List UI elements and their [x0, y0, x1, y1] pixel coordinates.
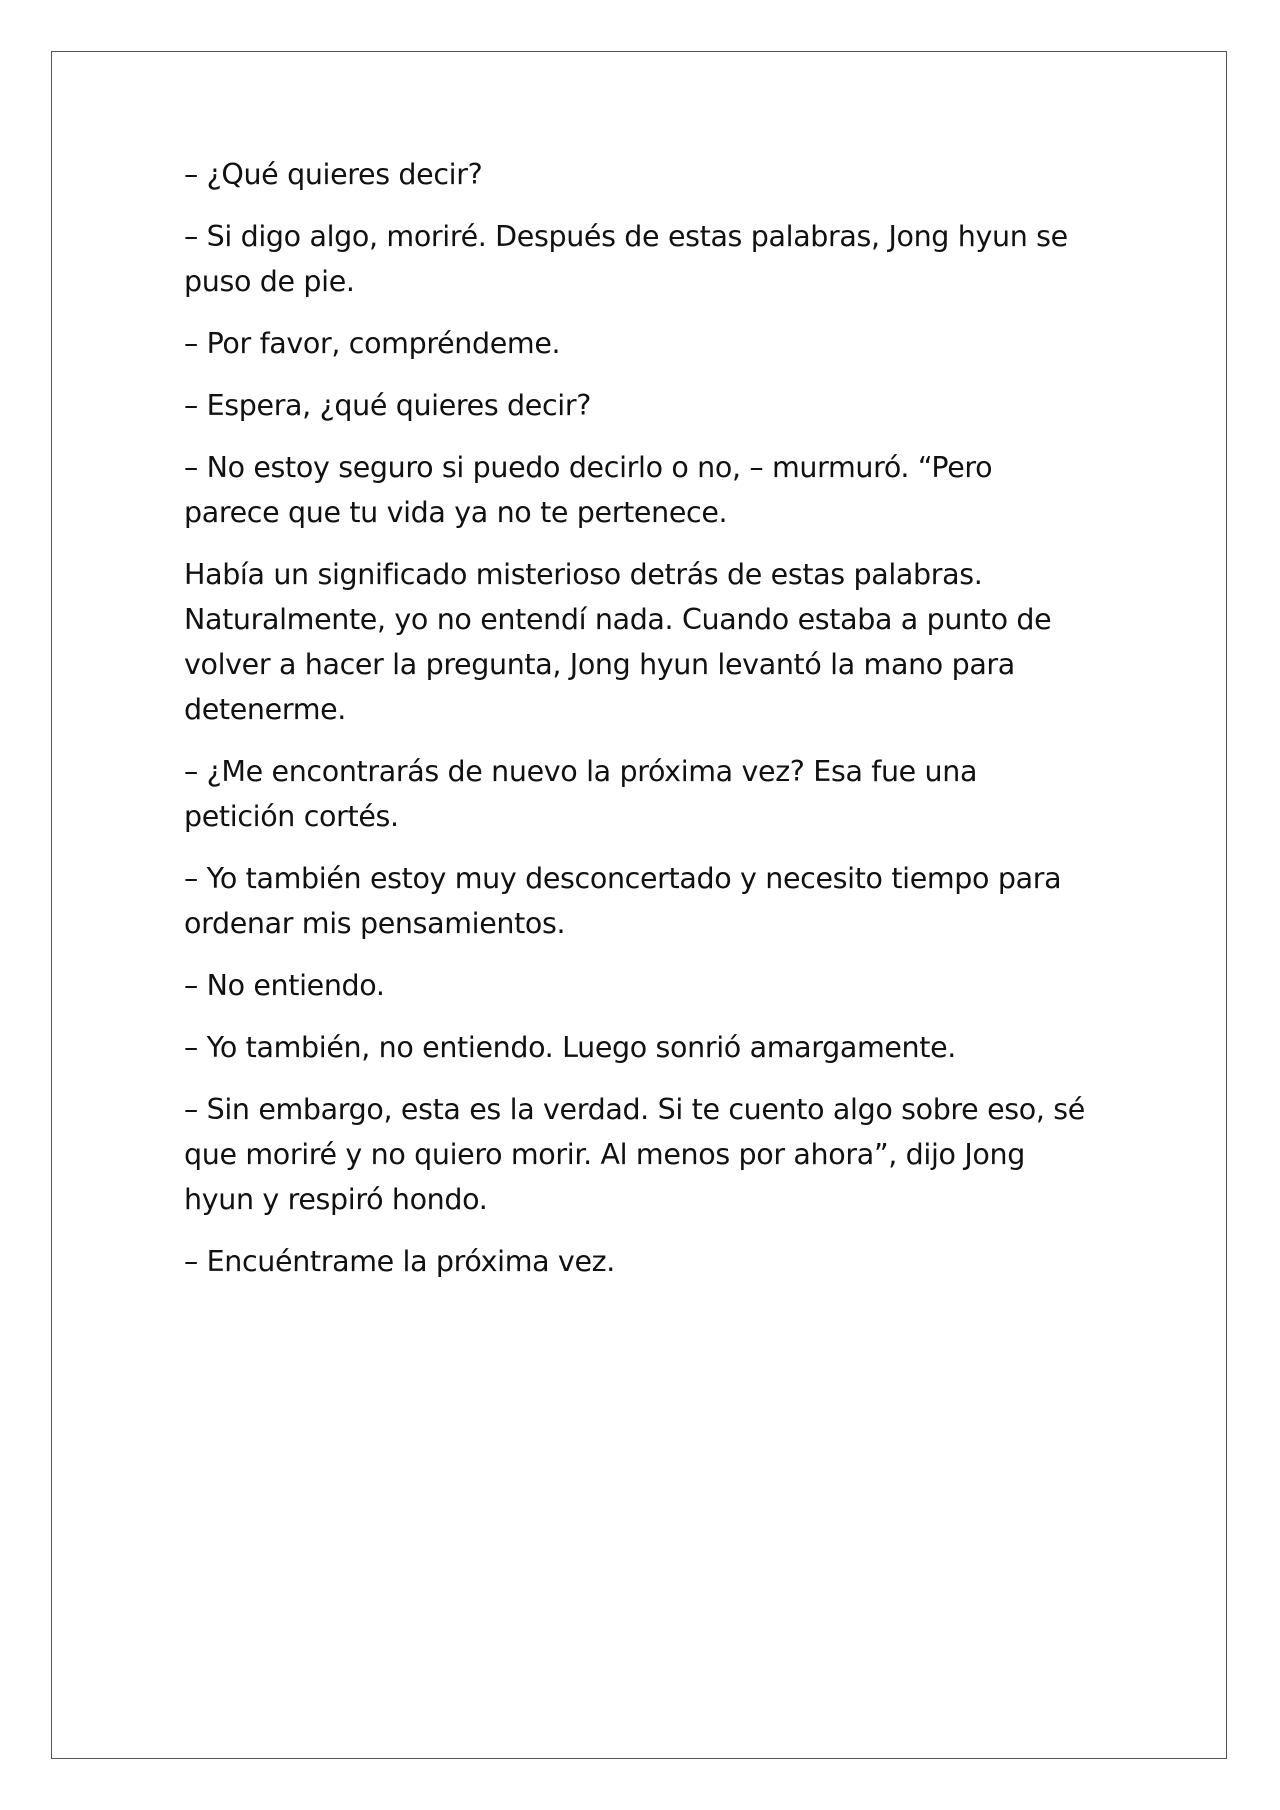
- paragraph: – ¿Me encontrarás de nuevo la próxima vez? Esa fue una petición cortés.: [184, 755, 978, 833]
- paragraph: – No estoy seguro si puedo decirlo o no, – murmuró. “Pero parece que tu vida ya no te pertenece.: [184, 451, 993, 529]
- paragraph: – ¿Qué quieres decir?: [184, 158, 483, 191]
- paragraph: Había un significado misterioso detrás de estas palabras. Naturalmente, yo no entendí nada. Cuando estaba a punto de volver a hacer la pregunta, Jong hyun levantó la mano para detenerme.: [184, 558, 1052, 726]
- paragraph: – Yo también, no entiendo. Luego sonrió amargamente.: [184, 1031, 956, 1064]
- paragraph: – Por favor, compréndeme.: [184, 327, 561, 360]
- paragraph: – Yo también estoy muy desconcertado y necesito tiempo para ordenar mis pensamientos.: [184, 862, 1062, 940]
- paragraph: – Si digo algo, moriré. Después de estas palabras, Jong hyun se puso de pie.: [184, 220, 1068, 298]
- document-body: [184, 152, 1094, 1301]
- paragraph: – Encuéntrame la próxima vez.: [184, 1245, 615, 1278]
- paragraph: – Sin embargo, esta es la verdad. Si te cuento algo sobre eso, sé que moriré y no quiero morir. Al menos por ahora”, dijo Jong hyun y respiró hondo.: [184, 1093, 1085, 1216]
- paragraph: – Espera, ¿qué quieres decir?: [184, 389, 592, 422]
- paragraph: – No entiendo.: [184, 969, 385, 1002]
